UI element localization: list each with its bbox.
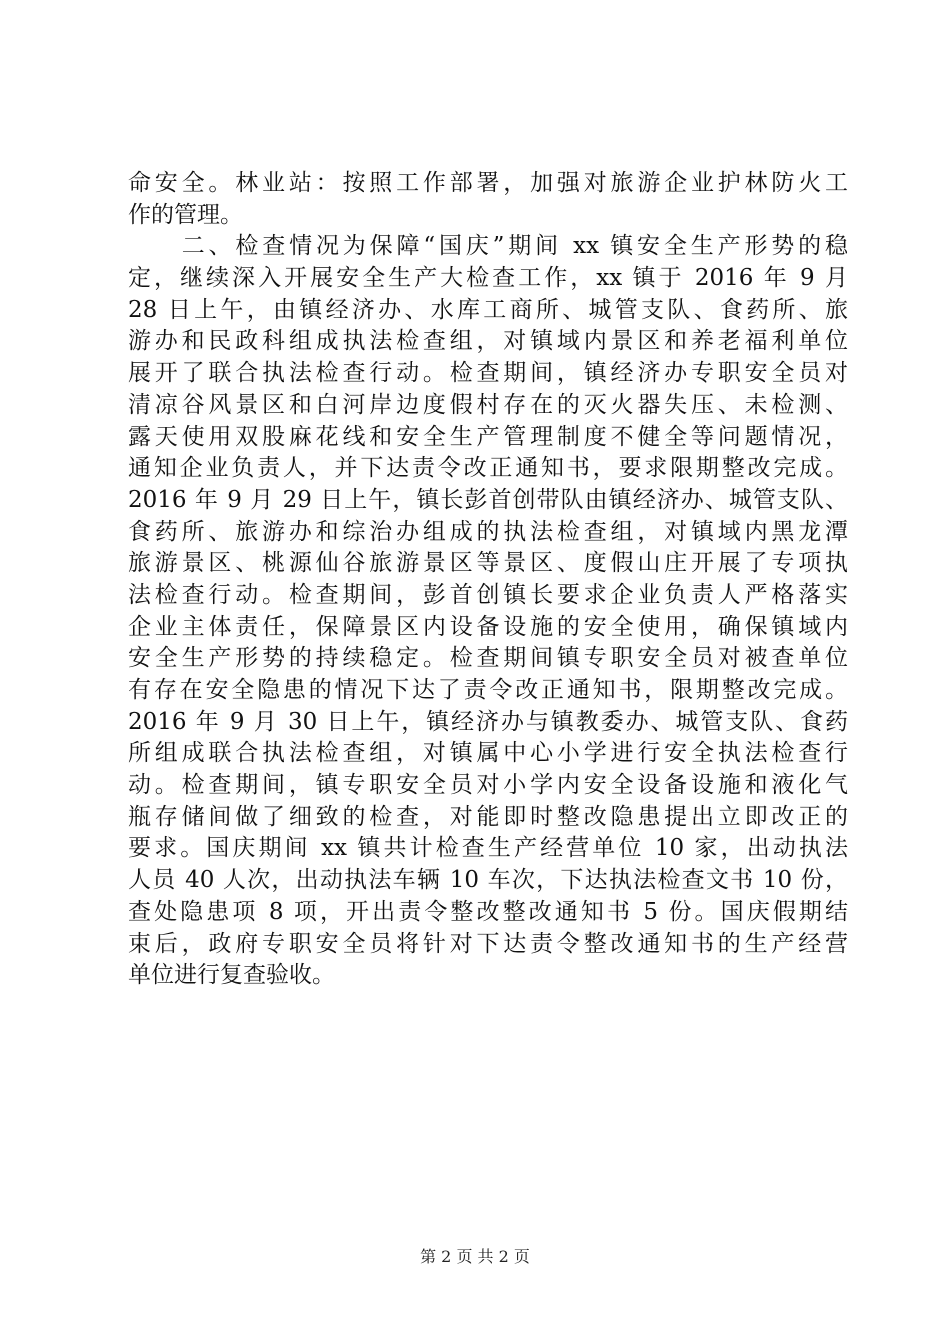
text-line: 查处隐患项 8 项，开出责令整改整改通知书 5 份。国庆假期结 — [128, 898, 848, 925]
text-line: 游办和民政科组成执法检查组，对镇域内景区和养老福利单位 — [128, 328, 848, 355]
text-line: 2016 年 9 月 29 日上午，镇长彭首创带队由镇经济办、城管支队、 — [128, 486, 848, 513]
text-line: 要求。国庆期间 xx 镇共计检查生产经营单位 10 家，出动执法 — [128, 835, 848, 862]
paragraph-1 — [128, 168, 848, 231]
page-number-footer: 第 2 页 共 2 页 — [420, 1247, 530, 1266]
text-line: 动。检查期间，镇专职安全员对小学内安全设备设施和液化气 — [128, 772, 848, 799]
text-line: 束后，政府专职安全员将针对下达责令整改通知书的生产经营 — [128, 930, 848, 957]
text-line: 企业主体责任，保障景区内设备设施的安全使用，确保镇域内 — [128, 613, 848, 640]
body-text — [128, 168, 848, 992]
text-line: 人员 40 人次，出动执法车辆 10 车次，下达执法检查文书 10 份， — [128, 867, 848, 894]
text-line: 单位进行复查验收。 — [128, 962, 335, 989]
text-line: 命安全。林业站：按照工作部署，加强对旅游企业护林防火工 — [128, 170, 848, 196]
text-line: 作的管理。 — [128, 201, 243, 228]
text-line: 28 日上午，由镇经济办、水库工商所、城管支队、食药所、旅 — [128, 296, 848, 323]
text-line: 法检查行动。检查期间，彭首创镇长要求企业负责人严格落实 — [128, 581, 848, 608]
text-line: 通知企业负责人，并下达责令改正通知书，要求限期整改完成。 — [128, 455, 848, 482]
text-line: 清凉谷风景区和白河岸边度假村存在的灭火器失压、未检测、 — [128, 391, 848, 418]
text-line: 食药所、旅游办和综治办组成的执法检查组，对镇域内黑龙潭 — [128, 518, 848, 545]
text-line: 有存在安全隐患的情况下达了责令改正通知书，限期整改完成。 — [128, 677, 848, 703]
text-line: 二、检查情况为保障“国庆”期间 xx 镇安全生产形势的稳 — [128, 233, 848, 260]
text-line: 展开了联合执法检查行动。检查期间，镇经济办专职安全员对 — [128, 360, 848, 387]
text-line: 露天使用双股麻花线和安全生产管理制度不健全等问题情况， — [128, 423, 848, 450]
text-line: 2016 年 9 月 30 日上午，镇经济办与镇教委办、城管支队、食药 — [128, 708, 848, 735]
text-line: 定，继续深入开展安全生产大检查工作，xx 镇于 2016 年 9 月 — [128, 265, 848, 292]
text-line: 旅游景区、桃源仙谷旅游景区等景区、度假山庄开展了专项执 — [128, 550, 848, 577]
text-line: 瓶存储间做了细致的检查，对能即时整改隐患提出立即改正的 — [128, 803, 848, 830]
text-line: 所组成联合执法检查组，对镇属中心小学进行安全执法检查行 — [128, 740, 848, 767]
paragraph-2 — [128, 231, 848, 992]
text-line: 安全生产形势的持续稳定。检查期间镇专职安全员对被查单位 — [128, 645, 848, 672]
